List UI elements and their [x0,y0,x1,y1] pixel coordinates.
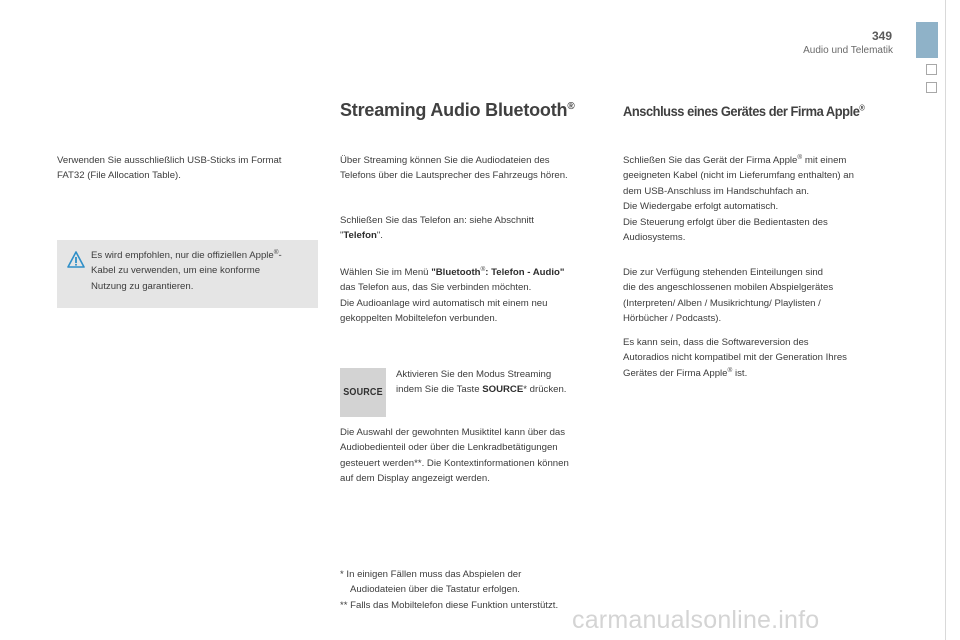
section-title: Audio und Telematik [803,45,893,56]
info-icon [67,251,85,269]
paragraph-categories: Die zur Verfügung stehenden Einteilungen sind die des angeschlossenen mobilen Abspielgerätes (Interpreten/ Alben / Musikrichtung/ Playlisten / Hörbücher / Podcasts). [623,267,834,325]
usb-note: Verwenden Sie ausschließlich USB-Sticks im Format FAT32 (File Allocation Table). [57,155,282,182]
paragraph-controls: Die Steuerung erfolgt über die Bedientasten des Audiosystems. [623,217,828,244]
footnote-2: ** Falls das Mobiltelefon diese Funktion unterstützt. [340,599,559,611]
link-telefon[interactable]: Telefon [343,230,377,242]
footnote-1-cont: Audiodateien über die Tastatur erfolgen. [350,584,520,596]
paragraph-activate-streaming: Aktivieren Sie den Modus Streaming indem Sie die Taste SOURCE* drücken. [396,369,567,396]
chapter-tab[interactable] [926,64,937,75]
page-edge-rule [945,0,946,640]
source-button-icon: SOURCE [340,368,386,417]
paragraph-connect-phone: Schließen Sie das Telefon an: siehe Abschnitt "Telefon". [340,215,534,242]
info-box-text: Es wird empfohlen, nur die offiziellen Apple®- Kabel zu verwenden, um eine konforme Nutzung zu garantieren. [91,248,282,292]
heading-streaming-audio: Streaming Audio Bluetooth® [340,100,575,120]
heading-apple-device: Anschluss eines Gerätes der Firma Apple® [623,103,865,119]
paragraph-connect-apple: Schließen Sie das Gerät der Firma Apple® mit einem geeigneten Kabel (nicht im Lieferumfang enthalten) an dem USB-Anschluss im Handschuhfach an. Die Wiedergabe erfolgt automatisch. [623,153,854,213]
chapter-tab-active[interactable] [916,22,938,58]
paragraph-select-menu: Wählen Sie im Menü "Bluetooth®: Telefon - Audio" das Telefon aus, das Sie verbinden möchten. Die Audioanlage wird automatisch mit einem neu gekoppelten Mobiltelefon verbunden. [340,265,565,325]
chapter-tab[interactable] [926,82,937,93]
watermark: carmanualsonline.info [572,606,820,634]
footnote-1: * In einigen Fällen muss das Abspielen der [340,569,522,580]
page-number: 349 [871,29,892,43]
paragraph-compatibility: Es kann sein, dass die Softwareversion des Autoradios nicht kompatibel mit der Generation Ihres Gerätes der Firma Apple® ist. [623,337,847,379]
paragraph-streaming-intro: Über Streaming können Sie die Audiodateien des Telefons über die Lautsprecher des Fahrzeugs hören. [340,155,568,182]
paragraph-track-selection: Die Auswahl der gewohnten Musiktitel kann über das Audiobedienteil oder über die Lenkradbetätigungen gesteuert werden**. Die Kontextinformationen können auf dem Display angezeigt werden. [340,427,569,485]
